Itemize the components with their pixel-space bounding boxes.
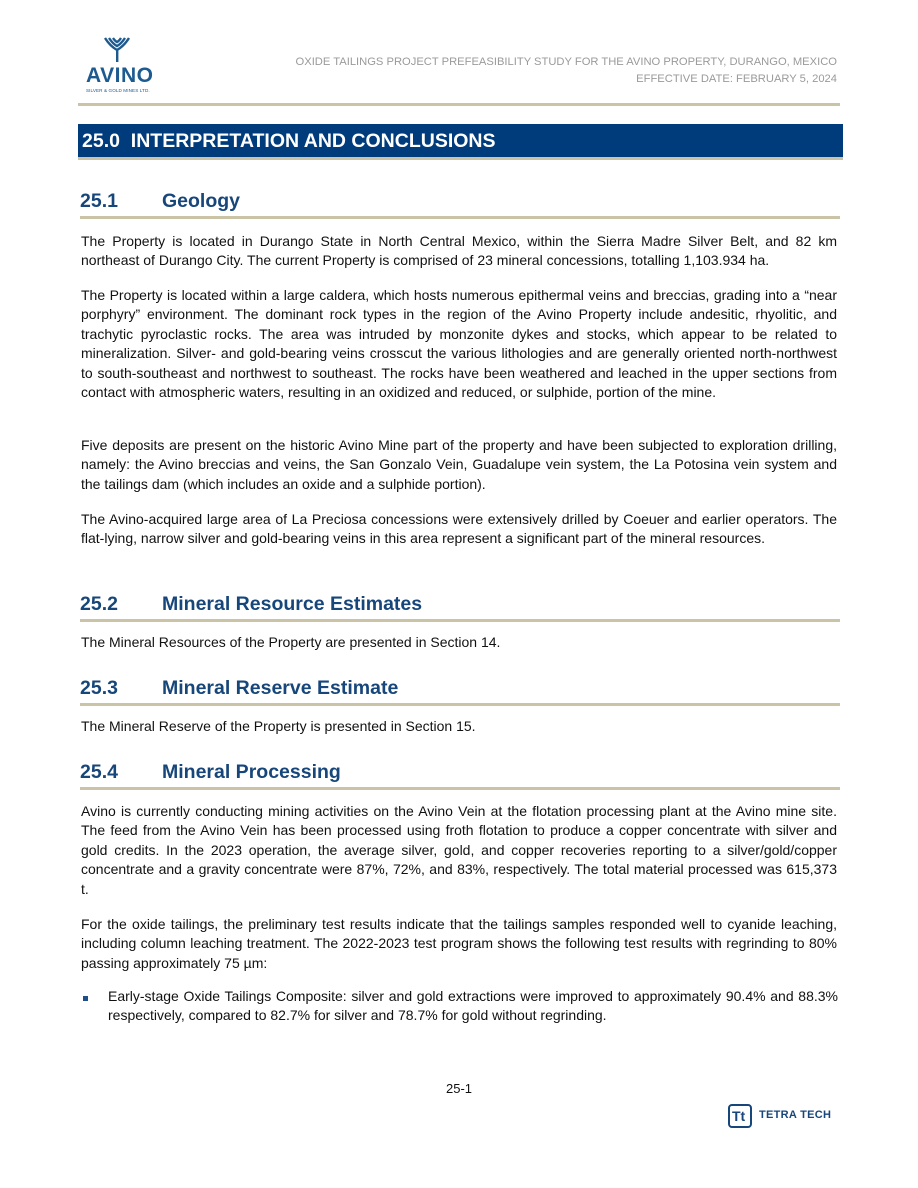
chapter-banner <box>78 124 843 160</box>
effective-date: EFFECTIVE DATE: FEBRUARY 5, 2024 <box>636 73 837 85</box>
section-heading-mineral-processing <box>80 757 840 790</box>
section-heading-mineral-reserve-estimate <box>80 673 840 706</box>
section-heading-mineral-resource-estimates <box>80 589 840 622</box>
tetra-tech-mark: Tt <box>732 1108 746 1124</box>
paragraph: For the oxide tailings, the preliminary test results indicate that the tailings samples responded well to cyanide leaching, including column leaching treatment. The 2022-2023 test program shows the following test results with regrinding to 80% passing approximately 75 µm: <box>81 916 837 971</box>
chapter-title: INTERPRETATION AND CONCLUSIONS <box>130 130 496 152</box>
logo-subtitle: SILVER & GOLD MINES LTD. <box>86 88 150 93</box>
avino-logo <box>84 36 158 98</box>
section-title: Mineral Reserve Estimate <box>162 677 399 699</box>
paragraph: The Mineral Resources of the Property are presented in Section 14. <box>81 634 501 650</box>
tetra-tech-mark-icon <box>728 1104 752 1128</box>
running-header <box>296 54 837 88</box>
section-number: 25.1 <box>80 190 118 212</box>
tetra-tech-wordmark: TETRA TECH <box>759 1109 832 1121</box>
paragraph: The Property is located within a large caldera, which hosts numerous epithermal veins and breccias, grading into a “near porphyry” environment. The dominant rock types in the region of the Avino Property include andesitic, rhyolitic, and trachytic pyroclastic rocks. The area was intruded by monzonite dykes and stocks, which appear to be related to mineralization. Silver- and gold-bearing veins crosscut the various lithologies and are generally oriented north-northwest to south-southeast and northwest to southeast. The rocks have been weathered and leached in the upper sections from contact with atmospheric waters, resulting in an oxidized and reduced, or sulphide, portion of the mine. <box>81 287 837 401</box>
document-title: OXIDE TAILINGS PROJECT PREFEASIBILITY STUDY FOR THE AVINO PROPERTY, DURANGO, MEXICO <box>295 56 837 68</box>
avino-emblem-icon <box>102 36 132 64</box>
page-number: 25-1 <box>445 1081 473 1096</box>
section-title: Mineral Resource Estimates <box>162 593 423 615</box>
paragraph: The Avino-acquired large area of La Preciosa concessions were extensively drilled by Coeuer and earlier operators. The flat-lying, narrow silver and gold-bearing veins in this area represent a significant part of the mineral resources. <box>81 511 837 547</box>
section-number: 25.2 <box>80 593 118 615</box>
paragraph: Avino is currently conducting mining activities on the Avino Vein at the flotation processing plant at the Avino mine site. The feed from the Avino Vein has been processed using froth flotation to produce a copper concentrate with silver and gold credits. In the 2023 operation, the average silver, gold, and copper recoveries reporting to a silver/gold/copper concentrate and a gravity concentrate were 87%, 72%, and 83%, respectively. The total material processed was 615,373 t. <box>81 803 837 897</box>
header-divider <box>78 103 840 106</box>
chapter-heading <box>82 130 496 153</box>
logo-wordmark: AVINO <box>86 64 154 87</box>
paragraph: Five deposits are present on the historic Avino Mine part of the property and have been subjected to exploration drilling, namely: the Avino breccias and veins, the San Gonzalo Vein, Guadalupe vein system, the La Potosina vein system and the tailings dam (which includes an oxide and a sulphide portion). <box>81 437 837 492</box>
section-title: Mineral Processing <box>162 761 341 783</box>
paragraph: The Mineral Reserve of the Property is presented in Section 15. <box>81 718 476 734</box>
section-number: 25.4 <box>80 761 118 783</box>
bullet-square-icon <box>83 996 88 1001</box>
section-title: Geology <box>162 190 241 212</box>
bullet-item: Early-stage Oxide Tailings Composite: silver and gold extractions were improved to approximately 90.4% and 88.3% respectively, compared to 82.7% for silver and 78.7% for gold without regrinding. <box>108 988 838 1024</box>
paragraph: The Property is located in Durango State in North Central Mexico, within the Sierra Madre Silver Belt, and 82 km northeast of Durango City. The current Property is comprised of 23 mineral concessions, totalling 1,103.934 ha. <box>81 233 837 269</box>
chapter-number: 25.0 <box>82 130 120 152</box>
section-number: 25.3 <box>80 677 118 699</box>
section-heading-geology <box>80 186 840 219</box>
